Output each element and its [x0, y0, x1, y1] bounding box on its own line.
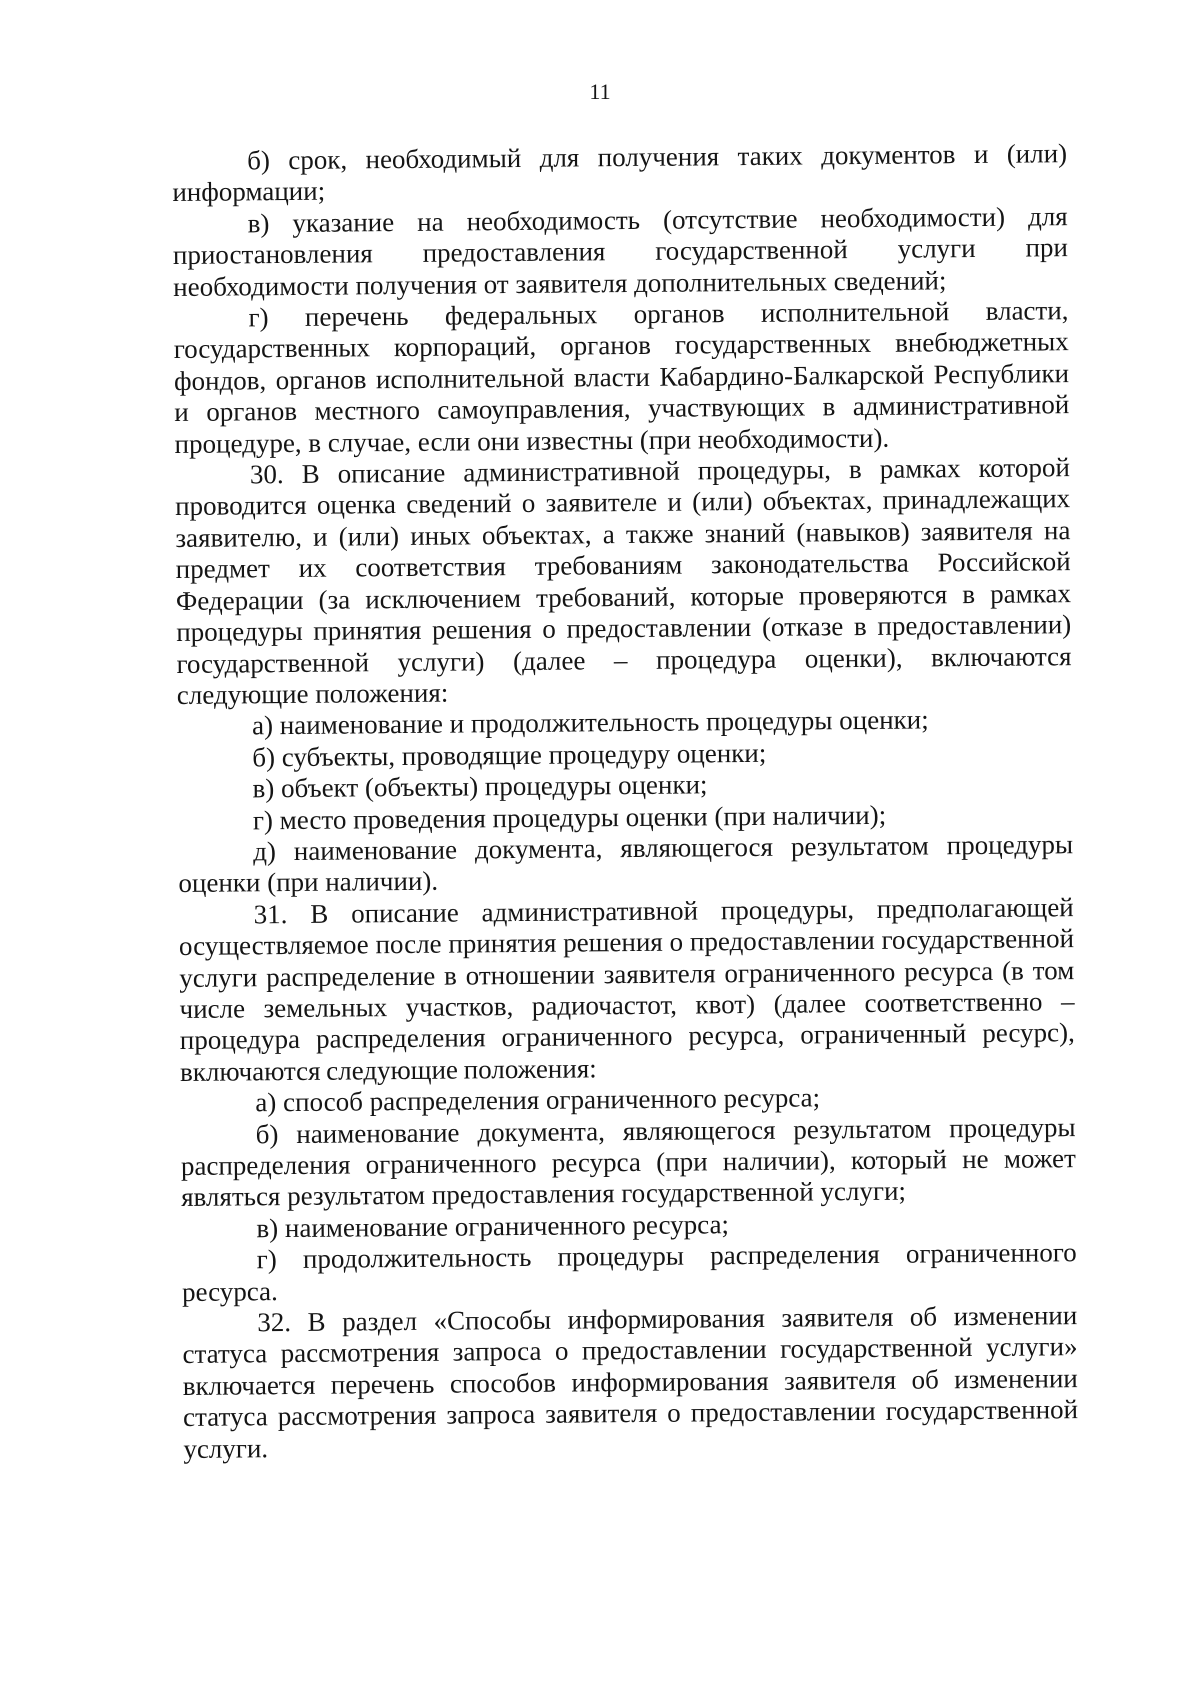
list-item-30b: б) субъекты, проводящие процедуру оценки;: [252, 737, 767, 773]
list-item-30a: а) наименование и продолжительность процедуры оценки;: [251, 704, 929, 741]
document-body: [172, 138, 1078, 1465]
paragraph-v-suspension: в) указание на необходимость (отсутствие необходимости) для приостановления предоставления государственной услуги при необходимости получения от заявителя дополнительных сведений;: [172, 200, 1069, 302]
paragraph-31: 31. В описание административной процедуры, предполагающей осуществляемое после принятия решения о предоставлении государственной услуги распределение в отношении заявителя ограниченного ресурса (в том числе земельных участков, радиочастот, квот) (далее соответственно – процедура распределения ограниченного ресурса, ограниченный ресурс), включаются следующие положения:: [178, 891, 1075, 1087]
list-item-31a: а) способ распределения ограниченного ресурса;: [255, 1082, 821, 1118]
paragraph-30: 30. В описание административной процедуры, в рамках которой проводится оценка сведений о заявителе и (или) объектах, принадлежащих заявителю, и (или) иных объектах, а также знаний (навыков) заявителя на предмет их соответствия требованиям законодательства Российской Федерации (за исключением требований, которые проверяются в рамках процедуры принятия решения о предоставлении (отказе в предоставлении) государственной услуги) (далее – процедура оценки), включаются следующие положения:: [175, 452, 1072, 710]
paragraph-g-authorities: г) перечень федеральных органов исполнительной власти, государственных корпораций, органов государственных внебюджетных фондов, органов исполнительной власти Кабардино-Балкарской Республики и органов местного самоуправления, участвующих в административной процедуре, в случае, если они известны (при необходимости).: [173, 295, 1070, 459]
list-item-30g: г) место проведения процедуры оценки (при наличии);: [252, 799, 887, 835]
paragraph-b-deadline: б) срок, необходимый для получения таких документов и (или) информации;: [172, 138, 1068, 208]
list-item-31v: в) наименование ограниченного ресурса;: [256, 1208, 730, 1244]
list-item-31b: б) наименование документа, являющегося результатом процедуры распределения ограниченного ресурса (при наличии), который не может являться результатом предоставления государственной услуги;: [180, 1111, 1076, 1213]
list-item-30v: в) объект (объекты) процедуры оценки;: [252, 769, 708, 804]
list-item-30d: д) наименование документа, являющегося результатом процедуры оценки (при наличии).: [178, 829, 1074, 899]
page-number: 11: [589, 79, 611, 104]
paragraph-32: 32. В раздел «Способы информирования заявителя об изменении статуса рассмотрения запроса о предоставлении государственной услуги» включается перечень способов информирования заявителя об изменении статуса рассмотрения запроса заявителя о предоставлении государственной услуги.: [182, 1300, 1079, 1464]
list-item-31g: г) продолжительность процедуры распределения ограниченного ресурса.: [181, 1237, 1077, 1307]
